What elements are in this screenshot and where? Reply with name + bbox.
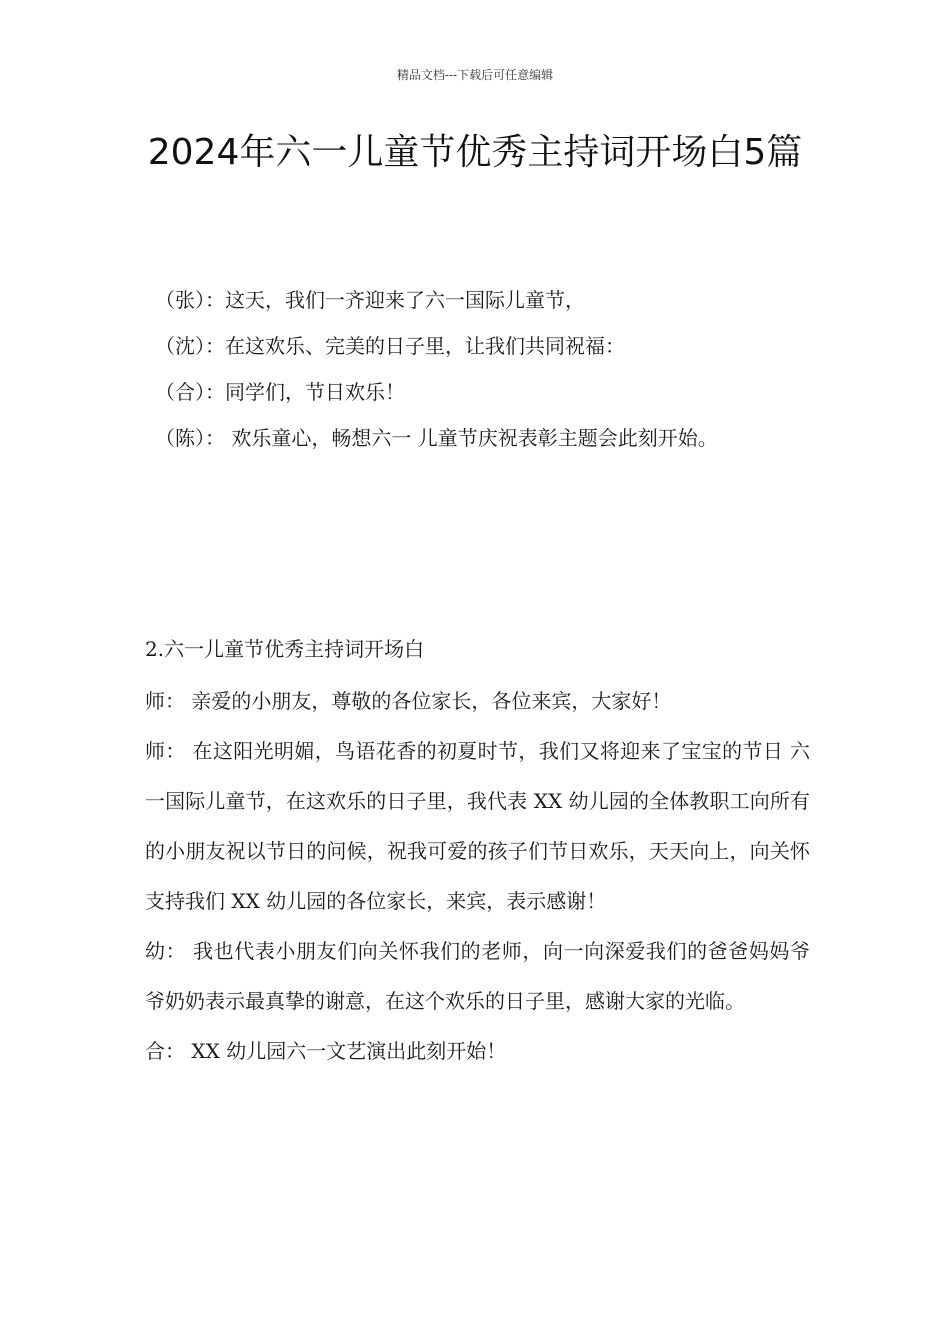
dialogue-line-shen: （沈）：在这欢乐、完美的日子里，让我们共同祝福： <box>155 334 625 358</box>
header-note: 精品文档---下载后可任意编辑 <box>396 68 554 82</box>
opening-section <box>155 284 835 468</box>
dialogue-line-chen: （陈）： 欢乐童心，畅想六一 儿童节庆祝表彰主题会此刻开始。 <box>155 426 718 450</box>
paragraph-together: 合： XX 幼儿园六一文艺演出此刻开始！ <box>145 1039 507 1063</box>
paragraph-kindergarten-speech: 幼： 我也代表小朋友们向关怀我们的老师，向一向深爱我们的爸爸妈妈爷爷奶奶表示最真挚的谢意，在这个欢乐的日子里，感谢大家的光临。 <box>145 939 810 1013</box>
section-2 <box>145 628 810 1076</box>
section-heading: 2.六一儿童节优秀主持词开场白 <box>145 637 425 661</box>
paragraph-teacher-greeting: 师： 亲爱的小朋友，尊敬的各位家长，各位来宾，大家好！ <box>145 689 672 713</box>
document-title: 2024年六一儿童节优秀主持词开场白5篇 <box>147 132 803 173</box>
dialogue-line-zhang: （张）：这天，我们一齐迎来了六一国际儿童节， <box>155 288 585 312</box>
dialogue-line-he: （合）：同学们，节日欢乐！ <box>155 380 405 404</box>
paragraph-teacher-speech: 师： 在这阳光明媚，鸟语花香的初夏时节，我们又将迎来了宝宝的节日 六一国际儿童节，在这欢乐的日子里，我代表 XX 幼儿园的全体教职工向所有的小朋友祝以节日的问候，祝我可爱的孩子们节日欢乐，天天向上，向关怀支持我们 XX 幼儿园的各位家长，来宾，表示感谢！ <box>145 739 810 913</box>
